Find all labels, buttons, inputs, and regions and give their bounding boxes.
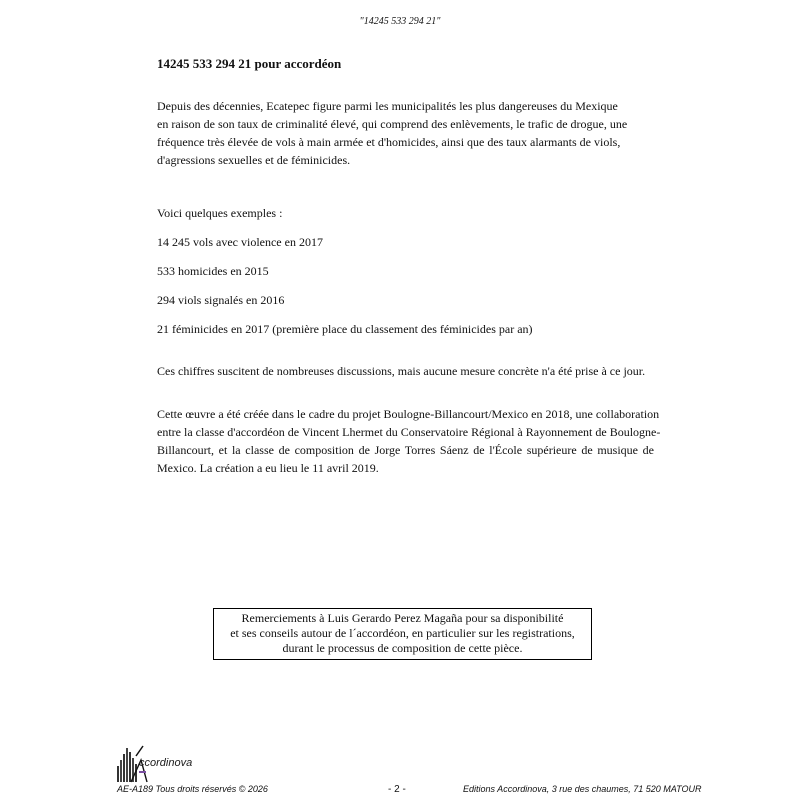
- example-item: 294 viols signalés en 2016: [157, 293, 285, 307]
- acknowledgement-line: Remerciements à Luis Gerardo Perez Magaña pour sa disponibilité: [241, 611, 564, 625]
- example-item: 533 homicides en 2015: [157, 264, 269, 278]
- creation-line: entre la classe d'accordéon de Vincent Lhermet du Conservatoire Régional à Rayonnement de Boulogne-: [157, 425, 661, 439]
- acknowledgement-line: et ses conseils autour de l´accordéon, en particulier sur les registrations,: [230, 626, 575, 640]
- intro-line: en raison de son taux de criminalité élevé, qui comprend des enlèvements, le trafic de drogue, une: [157, 117, 628, 131]
- document-title: 14245 533 294 21 pour accordéon: [157, 56, 342, 71]
- intro-line: d'agressions sexuelles et de féminicides.: [157, 153, 351, 167]
- intro-paragraph: [157, 97, 627, 169]
- creation-line: Billancourt, et la classe de composition de Jorge Torres Sáenz de l'École supérieure de musique de: [157, 443, 654, 457]
- examples-heading: Voici quelques exemples :: [157, 206, 283, 220]
- page-number: - 2 -: [388, 784, 406, 795]
- logo-text: ccordinova: [139, 757, 193, 769]
- acknowledgement-line: durant le processus de composition de cette pièce.: [282, 641, 523, 655]
- creation-line: Mexico. La création a eu lieu le 11 avril 2019.: [157, 461, 379, 475]
- acknowledgement-box: [213, 608, 592, 660]
- conclusion-paragraph: Ces chiffres suscitent de nombreuses discussions, mais aucune mesure concrète n'a été prise à ce jour.: [157, 364, 646, 378]
- intro-line: fréquence très élevée de vols à main armée et d'homicides, ainsi que des taux alarmants de viols,: [157, 135, 621, 149]
- creation-line: Cette œuvre a été créée dans le cadre du projet Boulogne-Billancourt/Mexico en 2018, une collaboration: [157, 407, 660, 421]
- running-header: "14245 533 294 21": [359, 16, 441, 27]
- footer-publisher: Editions Accordinova, 3 rue des chaumes, 71 520 MATOUR: [463, 784, 702, 794]
- footer-copyright: AE-A189 Tous droits réservés © 2026: [117, 784, 268, 794]
- example-item: 21 féminicides en 2017 (première place du classement des féminicides par an): [157, 322, 533, 336]
- accordinova-logo: [117, 744, 207, 784]
- intro-line: Depuis des décennies, Ecatepec figure parmi les municipalités les plus dangereuses du Mexique: [157, 99, 618, 113]
- example-item: 14 245 vols avec violence en 2017: [157, 235, 323, 249]
- creation-paragraph: [157, 405, 661, 477]
